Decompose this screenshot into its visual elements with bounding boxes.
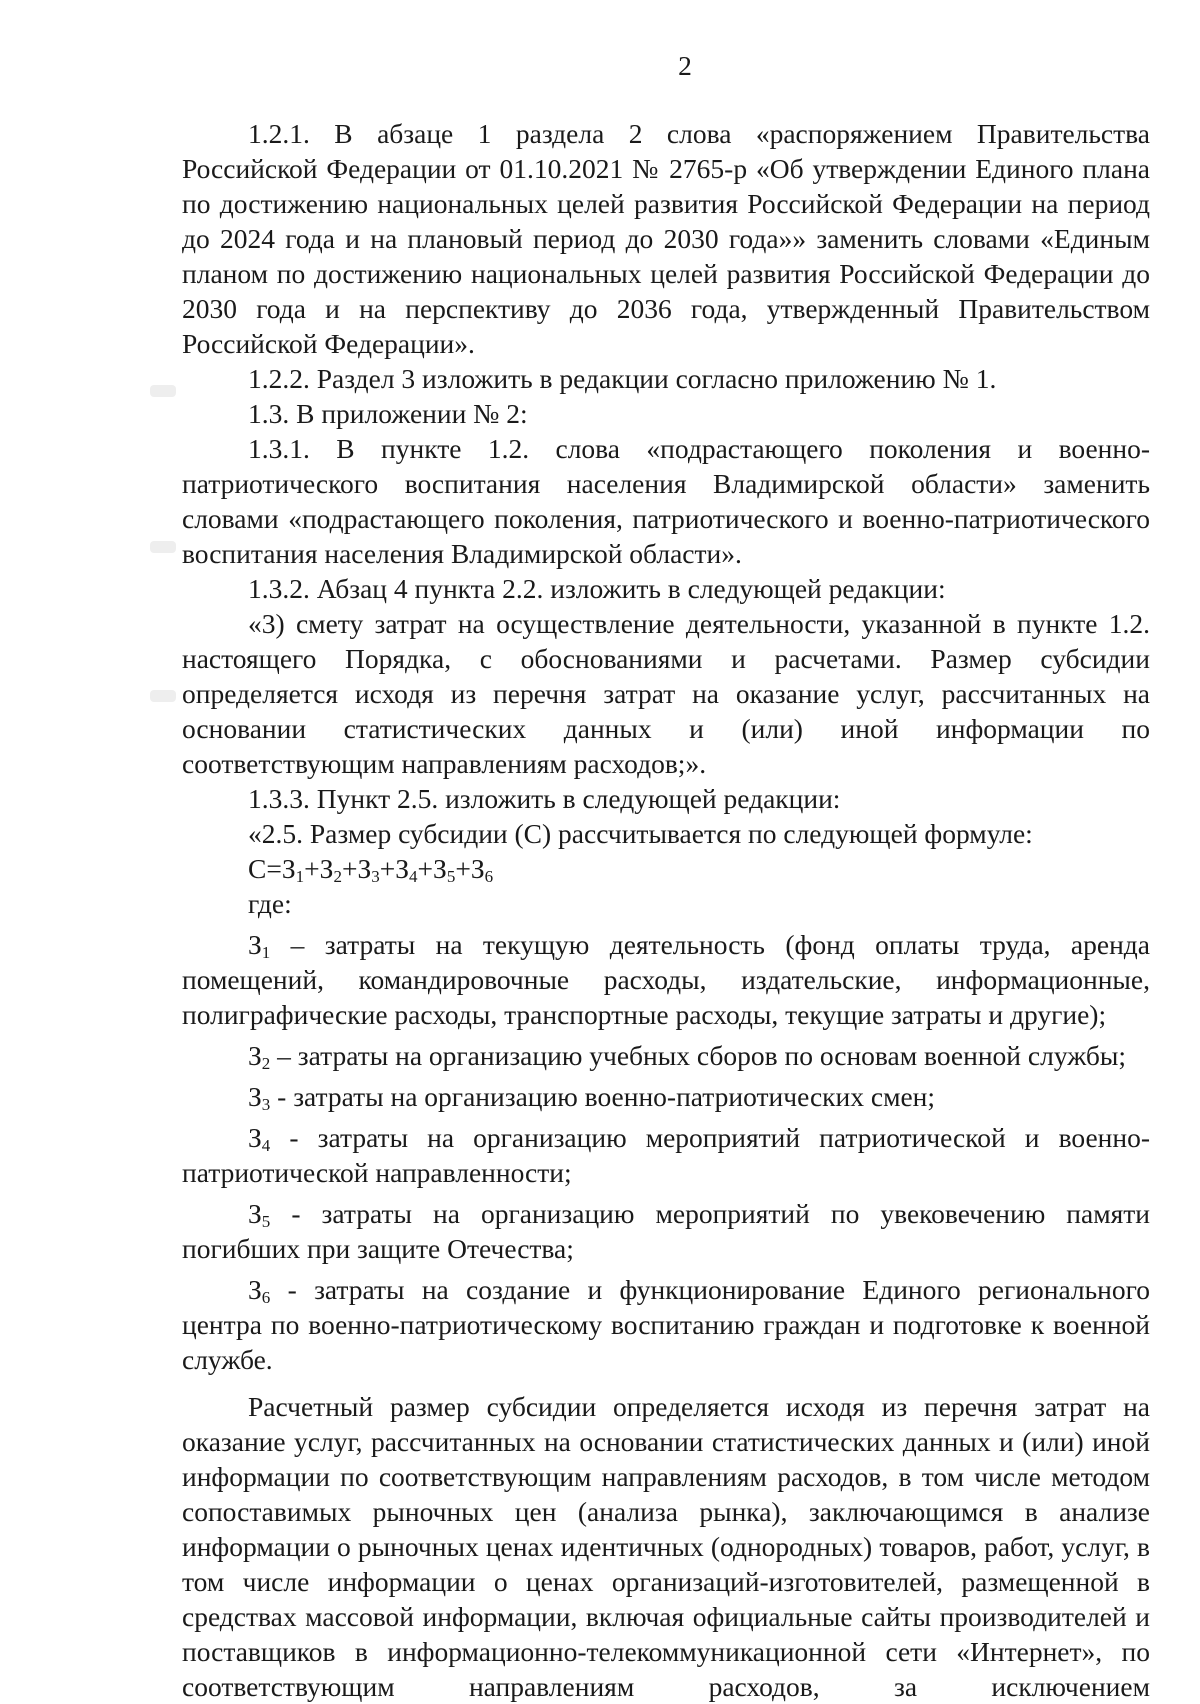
formula-sub: 3 (371, 867, 380, 886)
definition-symbol: З (248, 1122, 262, 1153)
definition-text: - затраты на организацию мероприятий по увековечению памяти погибших при защите Отечества; (182, 1198, 1150, 1264)
paragraph-1-2-1: 1.2.1. В абзаце 1 раздела 2 слова «распоряжением Правительства Российской Федерации от 01.10.2021 № 2765-р «Об утверждении Единого плана по достижению национальных целей развития Российской Федерации на период до 2024 года и на плановый период до 2030 года»» заменить словами «Единым планом по достижению национальных целей развития Российской Федерации до 2030 года и на перспективу до 2036 года, утвержденный Правительством Российской Федерации». (182, 118, 1150, 359)
definition-z2 (182, 1038, 1150, 1073)
definition-z6 (182, 1272, 1150, 1377)
scan-speck (150, 690, 176, 702)
scan-speck (150, 541, 176, 553)
formula-sub: 6 (484, 867, 494, 886)
formula-sub: 2 (333, 867, 342, 886)
definition-sub: 4 (261, 1136, 271, 1155)
subsidy-formula (182, 851, 1150, 886)
closing-paragraph: Расчетный размер субсидии определяется исходя из перечня затрат на оказание услуг, рассчитанных на основании статистических данных и (или) иной информации по соответствующим направлениям расходов, в том числе методом сопоставимых рыночных цен (анализа рынка), заключающимся в анализе информации о рыночных ценах идентичных (однородных) товаров, работ, услуг, в том числе информации о ценах организаций-изготовителей, размещенной в средствах массовой информации, включая официальные сайты производителей и поставщиков в информационно-телекоммуникационной сети «Интернет», по соответствующим направлениям расходов, за исключением (182, 1391, 1150, 1702)
definition-z1 (182, 927, 1150, 1032)
definition-text: – затраты на текущую деятельность (фонд оплаты труда, аренда помещений, командировочные расходы, издательские, информационные, полиграфические расходы, транспортные расходы, текущие затраты и другие); (182, 929, 1150, 1030)
paragraph-2-5: «2.5. Размер субсидии (С) рассчитывается по следующей формуле: (248, 818, 1033, 849)
definition-symbol: З (248, 1198, 262, 1229)
formula-term: +З (417, 853, 447, 884)
definition-sub: 5 (261, 1212, 271, 1231)
definition-sub: 6 (261, 1288, 271, 1307)
definition-text: – затраты на организацию учебных сборов по основам военной службы; (270, 1040, 1126, 1071)
formula-sub: 4 (409, 867, 418, 886)
definition-z5 (182, 1196, 1150, 1266)
definition-sub: 1 (261, 943, 271, 962)
formula-term: +З (304, 853, 334, 884)
definition-sub: 2 (261, 1054, 271, 1073)
paragraph-1-3: 1.3. В приложении № 2: (248, 398, 528, 429)
paragraph-smeta: «3) смету затрат на осуществление деятельности, указанной в пункте 1.2. настоящего Порядка, с обоснованиями и расчетами. Размер субсидии определяется исходя из перечня затрат на оказание услуг, рассчитанных на основании статистических данных и (или) иной информации по соответствующим направлениям расходов;». (182, 608, 1150, 779)
paragraph-1-3-1: 1.3.1. В пункте 1.2. слова «подрастающего поколения и военно-патриотического воспитания населения Владимирской области» заменить словами «подрастающего поколения, патриотического и военно-патриотического воспитания населения Владимирской области». (182, 433, 1150, 569)
definition-z3 (182, 1079, 1150, 1114)
paragraph-1-3-2: 1.3.2. Абзац 4 пункта 2.2. изложить в следующей редакции: (248, 573, 946, 604)
page-number: 2 (678, 50, 692, 81)
definition-symbol: З (248, 1081, 262, 1112)
definition-symbol: З (248, 929, 262, 960)
paragraph-1-2-2: 1.2.2. Раздел 3 изложить в редакции согласно приложению № 1. (248, 363, 997, 394)
definition-z4 (182, 1120, 1150, 1190)
formula-term: +З (341, 853, 372, 884)
where-label: где: (248, 888, 292, 919)
definition-sub: 3 (261, 1095, 271, 1114)
paragraph-1-3-3: 1.3.3. Пункт 2.5. изложить в следующей редакции: (248, 783, 841, 814)
formula-lhs: С=З (248, 853, 296, 884)
document-body (182, 116, 1150, 1704)
definition-text: - затраты на организацию мероприятий патриотической и военно-патриотической направленности; (182, 1122, 1150, 1188)
definition-symbol: З (248, 1040, 262, 1071)
scan-speck (150, 385, 176, 397)
definition-symbol: З (248, 1274, 262, 1305)
formula-sub: 5 (446, 867, 456, 886)
formula-term: +З (455, 853, 485, 884)
formula-term: +З (379, 853, 410, 884)
definition-text: - затраты на организацию военно-патриотических смен; (270, 1081, 936, 1112)
formula-sub: 1 (295, 867, 305, 886)
definition-text: - затраты на создание и функционирование Единого регионального центра по военно-патриотическому воспитанию граждан и подготовке к военной службе. (182, 1274, 1150, 1375)
